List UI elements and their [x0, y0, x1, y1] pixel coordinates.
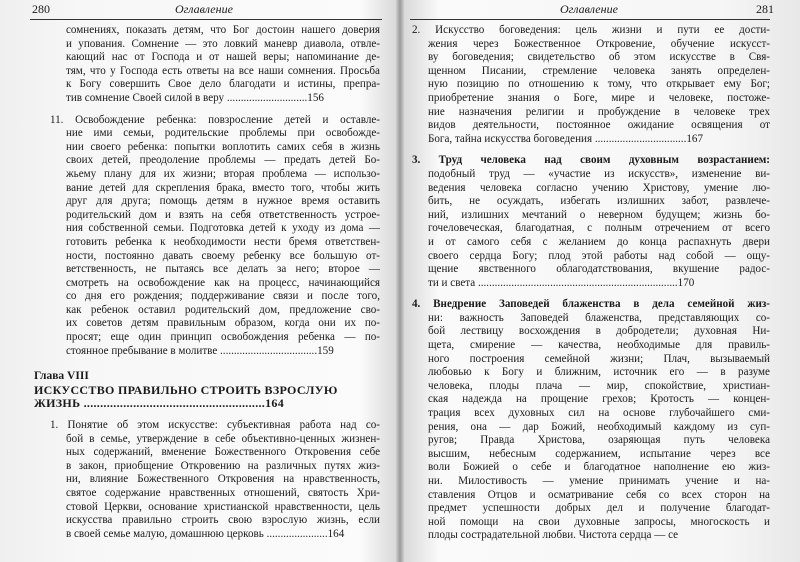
text-line: вание детей для скрепления брака, вместо того, чтобы жить	[66, 181, 380, 194]
text-line: бой в семье, утверждение в себе объективно-ценных жизнен-	[66, 432, 380, 445]
text-line: их советов детям правильным образом, когда они их по-	[66, 317, 380, 330]
text-line: в закон, приобщение Откровению на различных путях жиз-	[66, 459, 380, 472]
text-line: 11. Освобождение ребенка: повзросление детей и оставле-	[50, 113, 380, 126]
text-line: ветственность, не пытаясь все делать за него; второе —	[66, 263, 380, 276]
text-line: 1. Понятие об этом искусстве: субъективная работа над со-	[50, 419, 380, 432]
text-line: ская надежда на прощение грехов; Кротость — концен-	[428, 393, 770, 406]
toc-entry-continued	[50, 24, 380, 106]
text-line: ний, излишних мечтаний о неверном будущем; жизнь бо-	[428, 208, 770, 221]
text-line: видов деятельности, постоянное ожидание освящения от	[428, 119, 770, 132]
text-line: ние назначения религии и пробуждение в человеке трех	[428, 105, 770, 118]
text-line: стоянное пребывание в молитве ...................................159	[66, 344, 334, 357]
page-number-right: 281	[756, 2, 774, 16]
toc-entry-1	[50, 419, 380, 541]
header-rule-left	[30, 19, 382, 20]
text-line: ругов; Правда Христова, озаряющая путь человека	[428, 434, 770, 447]
text-line: и упования. Сомнение — это ловкий маневр диавола, отвле-	[66, 37, 380, 50]
text-line: ни. Милостивость — умение принимать учение и на-	[428, 475, 770, 487]
text-line: святое содержание нравственных отношений, святость Хри-	[66, 487, 380, 499]
chapter-title: ИСКУССТВО ПРАВИЛЬНО СТРОИТЬ ВЗРОСЛУЮ	[34, 382, 338, 397]
text-line: своего сердца Богу; плод этой работы над собой — ощу-	[428, 249, 770, 262]
text-line: подобный труд — «участие из искусств», изменение ви-	[428, 167, 770, 180]
text-line: щета, смирение — качества, необходимые для правиль-	[428, 339, 770, 352]
chapter-label: Глава VIII	[34, 370, 89, 383]
text-line: нии своего ребенка: попытки воплотить самих себя в жизнь	[66, 140, 380, 153]
text-line: смотреть на освобождение как на процесс, начинающийся	[66, 276, 380, 289]
text-line: предмет успешности добрых дел и получение благодат-	[428, 502, 770, 515]
text-line: родительский дом и взять на себя ответственность устроe-	[66, 208, 380, 221]
text-line: искусства правильно строить свою взрослую жизнь, если	[66, 514, 380, 527]
text-line: щенном Писании, стремление человека занять определен-	[428, 64, 770, 77]
text-line: ни: важность Заповедей блаженства, представляющих со-	[428, 311, 770, 324]
text-line: как ребенок оставил родительский дом, предложение сво-	[66, 303, 380, 316]
text-line: 4. Внедрение Заповедей блаженства в дела семейной жиз-	[412, 298, 770, 311]
text-line: жения через Божественное Откровение, обучение искусст-	[428, 37, 770, 50]
text-line: ных содержаний, вменение Божественного Откровения себе	[66, 446, 380, 459]
text-line: ти и света ........................................................................170	[428, 276, 695, 289]
chapter-title-continued: ЖИЗНЬ .......................................................164	[34, 396, 284, 411]
text-line: приобретение знания о Боге, мире и человеке, постоже-	[428, 91, 770, 104]
text-line: готовить ребенка к необходимости нести бремя ответствен-	[66, 235, 380, 248]
text-line: кающий нас от Господа и от нашей веры; напоминание де-	[66, 51, 380, 64]
text-line: бить, не осуждать, избегать излишних забот, развлече-	[428, 195, 770, 208]
page-number-left: 280	[32, 2, 50, 16]
text-line: стовой Церкви, основание христианской нравственности, цель	[66, 500, 380, 513]
text-line: трация всех духовных сил на основе глубочайшего сми-	[428, 407, 770, 420]
text-line: тям, что у Господа есть ответы на все наши сомнения. Просьба	[66, 64, 380, 77]
text-line: любовью к Богу и ближним, источник его — в разуме	[428, 366, 770, 379]
text-line: гочеловеческая, благодатная, с полным отречением от всего	[428, 222, 770, 235]
text-line: ния собственной семьи. Подготовка детей к уходу из дома —	[66, 222, 380, 235]
text-line: ву боговедения; свидетельство об этом искусстве в Свя-	[428, 51, 770, 64]
text-line: бой лествицу восхождения в добродетели; духовная Ни-	[428, 325, 770, 338]
text-line: и от самого себя с желанием до конца распахнуть двери	[428, 235, 770, 248]
text-line: рения, она — дар Божий, необходимый каждому из суп-	[428, 420, 770, 433]
right-page	[402, 0, 800, 562]
text-line: сомнениях, показать детям, что Бог достоин нашего доверия	[66, 24, 380, 36]
text-line: 2. Искусство боговедения: цель жизни и пути ее дости-	[412, 24, 770, 36]
text-line: ную позицию по отношению к тому, что открывает ему Бог;	[428, 78, 770, 91]
text-line: ности, постоянно давать своему ребенку все большую от-	[66, 249, 380, 262]
text-line: 3. Труд человека над своим духовным возрастанием:	[412, 154, 770, 167]
text-line: жьему плану для их жизни; вторая проблема — использо-	[66, 167, 380, 180]
text-line: ние ими семьи, родительские проблемы при освобожде-	[66, 127, 380, 140]
text-line: воли Божией о себе и благодатное наполнение ею жиз-	[428, 461, 770, 474]
running-head-right: Оглавление	[560, 2, 618, 16]
text-line: ного построения семейной жизни; Плач, вызываемый	[428, 352, 770, 365]
text-line: просят; еще один принцип освобождения ребенка — по-	[66, 331, 380, 344]
text-line: ставления Отцов и осматривание себя со всех сторон на	[428, 488, 770, 501]
text-line: ведения человека согласно учению Христову, умение лю-	[428, 181, 770, 194]
text-line: друг для друга; помощь детям в нужное время оставить	[66, 195, 380, 208]
text-line: в своей семье малую, домашнюю церковь ......................164	[66, 527, 345, 540]
toc-entry-11	[50, 114, 380, 359]
text-line: тив сомнение Своей силой в веру .............................156	[66, 91, 324, 104]
running-head-left: Оглавление	[175, 2, 233, 16]
toc-entry-4	[412, 298, 770, 543]
header-rule-right	[410, 19, 770, 20]
text-line: щение явственного облагодатствования, вкушение радос-	[428, 263, 770, 276]
left-page	[0, 0, 398, 562]
text-line: к Богу совершить Свое дело благодати и истины, препра-	[66, 78, 380, 91]
right-column	[412, 24, 770, 543]
text-line: высшим, небесным содержанием, испытание через все	[428, 447, 770, 460]
text-line: человека, плоды плача — мир, спокойствие, христиан-	[428, 379, 770, 392]
text-line: своих детей, преодоление проблемы — предать детей Бо-	[66, 154, 380, 167]
text-line: со дня его рождения; поддерживание связи и после того,	[66, 290, 380, 303]
toc-entry-2	[412, 24, 770, 146]
text-line: плоды сострадательной любви. Чистота сердца — се	[428, 529, 679, 542]
left-column	[34, 24, 380, 541]
text-line: ни, влияние Божественного Откровения на нравственность,	[66, 473, 380, 486]
text-line: ной помощи на свои духовные запросы, многоскость и	[428, 515, 770, 528]
text-line: Бога, тайна искусства боговедения .................................167	[428, 132, 703, 145]
toc-entry-3	[412, 154, 770, 290]
